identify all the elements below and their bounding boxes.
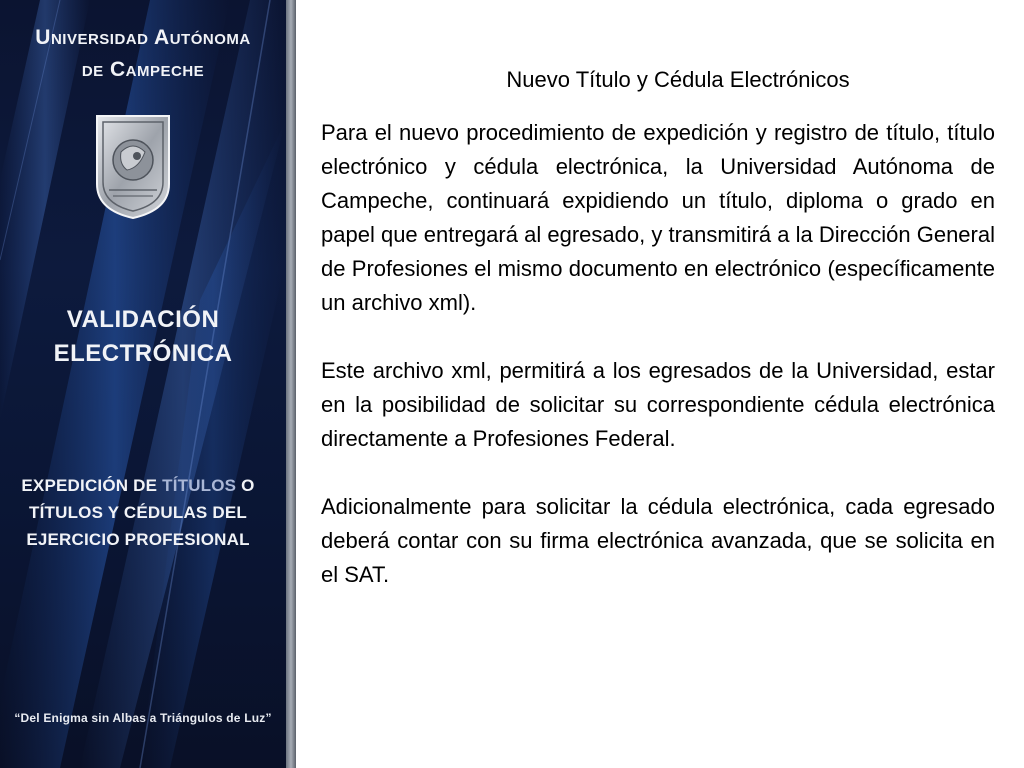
validacion-line1: VALIDACIÓN <box>66 306 220 333</box>
main-content <box>321 60 995 626</box>
left-banner <box>0 0 296 768</box>
university-name-line2: de Campeche <box>81 58 205 81</box>
expedicion-line2: TÍTULOS Y CÉDULAS DEL <box>29 503 247 522</box>
university-name-line1: Universidad Autónoma <box>35 26 251 49</box>
university-motto: “Del Enigma sin Albas a Triángulos de Luz” <box>14 711 272 725</box>
paragraph-firma-electronica: Adicionalmente para solicitar la cédula electrónica, cada egresado deberá contar con su firma electrónica avanzada, que se solicita en el SAT. <box>321 494 995 587</box>
validacion-line2: ELECTRÓNICA <box>53 340 233 367</box>
expedicion-line1-accent: TÍTULOS <box>162 476 237 495</box>
page-title: Nuevo Título y Cédula Electrónicos <box>506 67 850 92</box>
banner-edge <box>286 0 296 768</box>
expedicion-line1-a: EXPEDICIÓN DE <box>21 476 163 495</box>
paragraph-procedimiento: Para el nuevo procedimiento de expedición y registro de título, título electrónico y cédula electrónica, la Universidad Autónoma de Campeche, continuará expidiendo un título, diploma o grado en papel que entregará al egresado, y transmitirá a la Dirección General de Profesiones el mismo documento en electrónico (específicamente un archivo xml). <box>321 120 995 315</box>
expedicion-line3: EJERCICIO PROFESIONAL <box>26 530 250 549</box>
university-seal-icon <box>93 112 173 222</box>
paragraph-archivo-xml: Este archivo xml, permitirá a los egresados de la Universidad, estar en la posibilidad de solicitar su correspondiente cédula electrónica directamente a Profesiones Federal. <box>321 358 995 451</box>
expedicion-line1-c: O <box>236 476 255 495</box>
expedicion-line1 <box>0 472 276 499</box>
